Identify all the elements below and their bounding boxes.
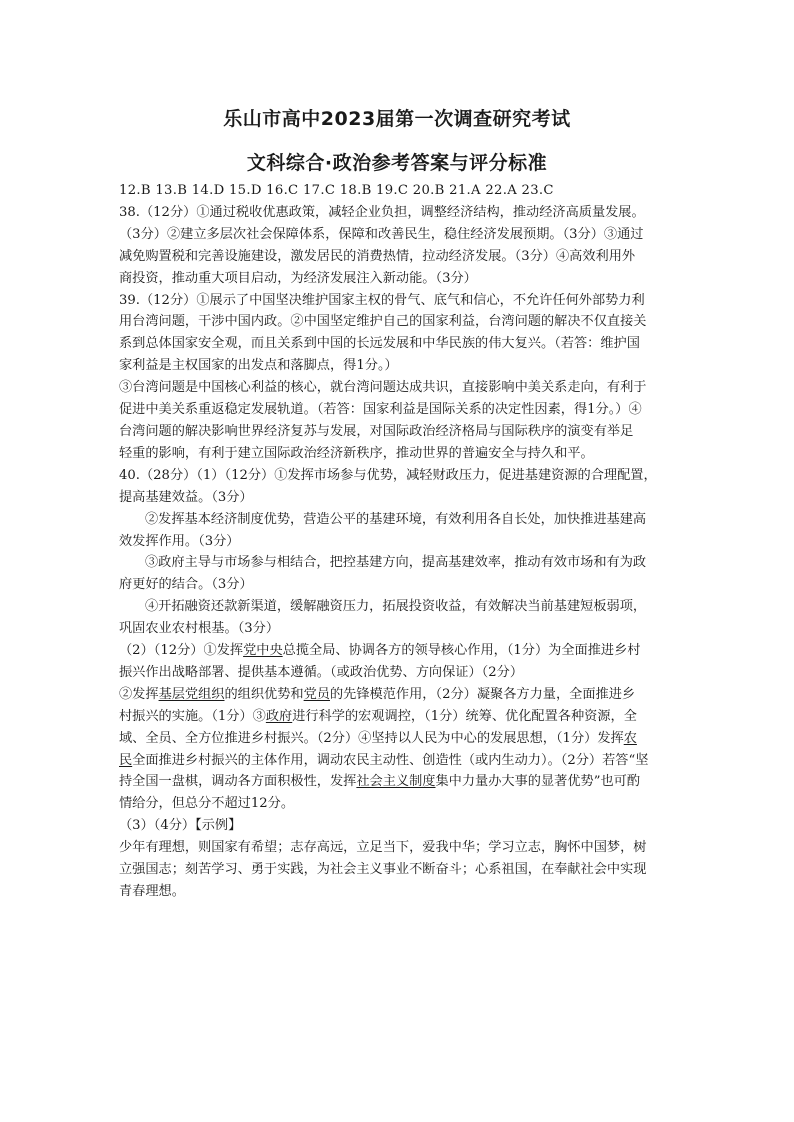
underlined-term: 基层党组织 — [158, 686, 225, 702]
q38-line: （3分）②建立多层次社会保障体系，保障和改善民生，稳住经济发展预期。（3分）③通过 — [119, 226, 644, 242]
underlined-term: 政府 — [265, 708, 293, 724]
text-segment: 的组织优势和 — [224, 686, 304, 702]
q38-line: 减免购置税和完善设施建设，激发居民的消费热情，拉动经济发展。（3分）④高效利用外 — [119, 248, 636, 264]
text-segment: 村振兴的实施。（1分）③ — [119, 708, 266, 724]
q38-line: 38.（12分）①通过税收优惠政策，减轻企业负担，调整经济结构，推动经济高质量发展。 — [119, 204, 645, 220]
text-segment: ②发挥 — [119, 686, 159, 702]
q40-2-line — [119, 750, 679, 772]
underlined-term: 民 — [119, 752, 133, 768]
q39-line: 轻重的影响，有利于建立国际政治经济新秩序，推动世界的普遍安全与持久和平。 — [119, 445, 594, 461]
q40-3-line: 青春理想。 — [119, 884, 185, 899]
q40-1-line: ④开拓融资还款新渠道，缓解融资压力，拓展投资收益，有效解决当前基建短板弱项， — [145, 599, 647, 615]
q39-line: 用台湾问题，干涉中国内政。②中国坚定维护自己的国家利益，台湾问题的解决不仅直接关 — [119, 314, 647, 330]
q40-3-line: 立强国志；刻苦学习、勇于实践，为社会主义事业不断奋斗；心系祖国，在奉献社会中实现 — [119, 862, 647, 878]
q39-line: 促进中美关系重返稳定发展轨道。（若答：国家利益是国际关系的决定性因素，得1分。）④ — [119, 402, 642, 418]
q40-2-line: 振兴作出战略部署、提供基本遵循。（或政治优势、方向保证）（2分） — [119, 664, 523, 680]
choice-answers: 12.B 13.B 14.D 15.D 16.C 17.C 18.B 19.C 20.B 21.A 22.A 23.C — [119, 183, 554, 198]
document-subtitle: 文科综合·政治参考答案与评分标准 — [246, 152, 548, 174]
answer-content — [119, 180, 679, 903]
text-segment: 域、全员、全方位推进乡村振兴。（2分）④坚持以人民为中心的发展思想，（1分）发挥 — [119, 730, 624, 746]
q40-1-line: 40.（28分）（1）（12分）①发挥市场参与优势，减轻财政压力，促进基建资源的合理配置， — [119, 467, 657, 483]
q40-2-line — [119, 728, 679, 750]
text-segment: 全面推进乡村振兴的主体作用，调动农民主动性、创造性（或内生动力）。（2分）若答“坚 — [132, 752, 649, 768]
q40-1-line: ②发挥基本经济制度优势，营造公平的基建环境，有效利用各自长处，加快推进基建高 — [145, 511, 647, 527]
q39-line: 39.（12分）①展示了中国坚决维护国家主权的骨气、底气和信心，不允许任何外部势力利 — [119, 292, 645, 308]
text-segment: 进行科学的宏观调控，（1分）统筹、优化配置各种资源，全 — [292, 708, 637, 724]
q40-3-line: 少年有理想，则国家有希望；志存高远，立足当下，爱我中华；学习立志，胸怀中国梦，树 — [119, 840, 647, 856]
q40-2-line: 情给分，但总分不超过12分。 — [119, 796, 295, 812]
text-segment: 持全国一盘棋，调动各方面积极性，发挥 — [119, 774, 357, 790]
q40-2-line — [119, 640, 679, 662]
q38-line: 商投资，推动重大项目启动，为经济发展注入新动能。（3分） — [119, 270, 477, 286]
q40-1-line: 府更好的结合。（3分） — [119, 577, 253, 593]
q39-line: 台湾问题的解决影响世界经济复苏与发展，对国际政治经济格局与国际秩序的演变有举足 — [119, 423, 634, 439]
q40-1-line: 效发挥作用。（3分） — [119, 533, 240, 549]
document-title: 乐山市高中2023届第一次调查研究考试 — [223, 108, 571, 130]
q39-line: ③台湾问题是中国核心利益的核心，就台湾问题达成共识，直接影响中美关系走向，有利于 — [119, 380, 647, 396]
q40-3-line: （3）（4分）【示例】 — [119, 818, 242, 834]
underlined-term: 党中央 — [243, 643, 283, 659]
underlined-term: 社会主义制度 — [356, 774, 436, 790]
q40-1-line: 提高基建效益。（3分） — [119, 489, 253, 505]
q40-2-line — [119, 706, 679, 728]
q40-1-line: ③政府主导与市场参与相结合，把控基建方向，提高基建效率，推动有效市场和有为政 — [145, 555, 647, 571]
q40-1-line: 巩固农业农村根基。（3分） — [119, 621, 280, 637]
underlined-term: 农 — [623, 730, 637, 746]
q40-2-line — [119, 684, 679, 706]
q39-line: 系到总体国家安全观，而且关系到中国的长远发展和中华民族的伟大复兴。（若答：维护国 — [119, 336, 640, 352]
text-segment: 集中力量办大事的显著优势”也可酌 — [435, 774, 641, 790]
q40-2-line — [119, 771, 679, 793]
text-segment: （2）（12分）①发挥 — [119, 643, 244, 659]
q39-line: 家利益是主权国家的出发点和落脚点，得1分。） — [119, 358, 398, 374]
text-segment: 总揽全局、协调各方的领导核心作用，（1分）为全面推进乡村 — [282, 643, 641, 659]
underlined-term: 党员 — [303, 686, 330, 702]
text-segment: 的先锋模范作用，（2分）凝聚各方力量，全面推进乡 — [330, 686, 636, 702]
